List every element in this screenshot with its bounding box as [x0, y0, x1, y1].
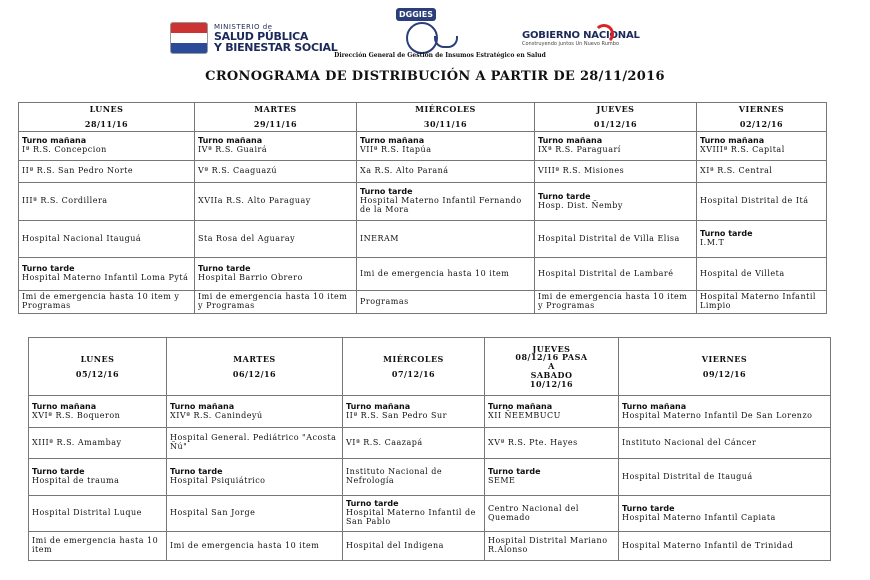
schedule-cell — [195, 132, 357, 161]
destination-text: XIVª R.S. Canindeyú — [170, 410, 263, 420]
shift-label: Turno mañana — [198, 136, 263, 146]
schedule-table-week1 — [18, 102, 827, 314]
schedule-cell — [343, 496, 485, 532]
table-row — [19, 291, 827, 314]
schedule-cell — [195, 221, 357, 258]
destination-text: Hospital Materno Infantil Fernando de la Mora — [360, 196, 522, 214]
schedule-cell — [195, 183, 357, 221]
schedule-cell — [697, 258, 827, 291]
destination-text: Hospital de Villeta — [700, 268, 785, 278]
schedule-cell — [697, 183, 827, 221]
schedule-cell — [619, 428, 831, 459]
schedule-cell — [535, 183, 697, 221]
day-name: MIÉRCOLES — [415, 104, 476, 115]
destination-text: Hospital Distrital Mariano R.Alonso — [488, 536, 608, 554]
destination-text: IIª R.S. San Pedro Sur — [346, 410, 447, 420]
schedule-cell — [357, 161, 535, 183]
destination-text: Programas — [360, 296, 409, 306]
shift-label: Turno tarde — [22, 264, 75, 274]
schedule-cell — [535, 221, 697, 258]
direction-caption: Dirección General de Gestión de Insumos Estratégico en Salud — [334, 52, 546, 59]
destination-text: XVIIa R.S. Alto Paraguay — [198, 196, 311, 206]
schedule-cell — [19, 258, 195, 291]
schedule-cell — [343, 396, 485, 428]
day-header — [485, 338, 619, 396]
schedule-cell — [535, 258, 697, 291]
gobierno-nacional-logo — [522, 30, 640, 47]
destination-text: Hospital Materno Infantil de Trinidad — [622, 540, 794, 550]
destination-text: Hospital Materno Infantil De San Lorenzo — [622, 410, 813, 420]
table-row — [29, 396, 831, 428]
schedule-cell — [357, 221, 535, 258]
day-header — [19, 103, 195, 132]
day-name: JUEVES 08/12/16 PASA A SABADO — [515, 343, 588, 380]
destination-text: Hospital Materno Infantil Loma Pytá — [22, 273, 189, 282]
shift-label: Turno tarde — [488, 467, 541, 477]
schedule-cell — [619, 496, 831, 532]
day-date: 02/12/16 — [739, 119, 784, 129]
day-header — [619, 338, 831, 396]
destination-text: Hospital Distrital Luque — [32, 508, 142, 518]
destination-text: IIIª R.S. Cordillera — [22, 196, 108, 206]
ministry-line-3: Y BIENESTAR SOCIAL — [214, 40, 338, 54]
gobierno-subtitle: Construyendo juntos Un Nuevo Rumbo — [522, 41, 620, 47]
schedule-cell — [167, 496, 343, 532]
destination-text: Imi de emergencia hasta 10 item y Programas — [22, 292, 180, 310]
schedule-cell — [29, 532, 167, 561]
schedule-cell — [535, 161, 697, 183]
shift-label: Turno mañana — [346, 401, 411, 411]
schedule-cell — [485, 428, 619, 459]
destination-text: Vª R.S. Caaguazú — [198, 166, 278, 176]
destination-text: Hospital Distrital de Lambaré — [538, 268, 674, 278]
schedule-cell — [697, 161, 827, 183]
shift-label: Turno mañana — [538, 136, 603, 146]
day-name: JUEVES — [596, 104, 635, 115]
destination-text: Imi de emergencia hasta 10 item — [360, 268, 510, 278]
destination-text: Hospital Materno Infantil Limpio — [700, 292, 816, 310]
shift-label: Turno mañana — [700, 136, 765, 146]
destination-text: Hosp. Dist. Ñemby — [538, 200, 623, 210]
day-date: 09/12/16 — [702, 368, 747, 379]
shift-label: Turno tarde — [170, 467, 223, 477]
destination-text: Instituto Nacional de Nefrología — [346, 467, 443, 485]
day-name: VIERNES — [701, 353, 748, 364]
destination-text: Hospital Nacional Itauguá — [22, 233, 142, 243]
schedule-cell — [167, 532, 343, 561]
page-title: CRONOGRAMA DE DISTRIBUCIÓN A PARTIR DE 28/11/2016 — [205, 69, 665, 84]
day-header — [535, 103, 697, 132]
destination-text: Hospital de trauma — [32, 476, 120, 485]
day-header — [195, 103, 357, 132]
destination-text: Imi de emergencia hasta 10 item — [170, 540, 320, 550]
destination-text: Hospital Distrital de Itá — [700, 196, 809, 206]
schedule-cell — [535, 291, 697, 314]
swoosh-icon — [594, 24, 614, 44]
schedule-cell — [357, 132, 535, 161]
stethoscope-icon — [434, 36, 458, 48]
destination-text: XVIª R.S. Boqueron — [32, 410, 121, 420]
destination-text: IXª R.S. Paraguarí — [538, 145, 621, 154]
schedule-cell — [485, 396, 619, 428]
day-header — [29, 338, 167, 396]
schedule-cell — [619, 532, 831, 561]
schedule-cell — [697, 291, 827, 314]
destination-text: Hospital San Jorge — [170, 508, 256, 518]
schedule-cell — [357, 291, 535, 314]
destination-text: Hospital General. Pediátrico "Acosta Ñú" — [170, 433, 337, 451]
destination-text: INERAM — [360, 233, 399, 243]
ministry-line-2: SALUD PÚBLICA — [214, 29, 309, 43]
day-header — [697, 103, 827, 132]
day-header — [343, 338, 485, 396]
day-header — [357, 103, 535, 132]
shift-label: Turno tarde — [360, 187, 413, 197]
day-date: 29/11/16 — [253, 119, 298, 129]
day-date: 28/11/16 — [84, 119, 129, 129]
schedule-cell — [167, 396, 343, 428]
table-row — [19, 132, 827, 161]
destination-text: VIª R.S. Caazapá — [346, 437, 423, 447]
day-date: 07/12/16 — [391, 368, 436, 379]
gobierno-title: GOBIERNO NACIONAL — [522, 30, 640, 41]
destination-text: Centro Nacional del Quemado — [488, 503, 579, 522]
day-date: 01/12/16 — [593, 119, 638, 129]
schedule-cell — [485, 459, 619, 496]
day-date: 30/11/16 — [423, 119, 468, 129]
dggies-label: DGGIES — [396, 8, 436, 21]
document-header — [0, 0, 870, 68]
schedule-cell — [29, 396, 167, 428]
destination-text: IIª R.S. San Pedro Norte — [22, 166, 134, 176]
destination-text: Hospital Materno Infantil Capiata — [622, 512, 776, 522]
table-row — [19, 183, 827, 221]
day-date: 05/12/16 — [75, 368, 120, 379]
shift-label: Turno tarde — [346, 499, 399, 509]
schedule-cell — [19, 132, 195, 161]
destination-text: Iª R.S. Concepcion — [22, 145, 107, 154]
day-name: MIÉRCOLES — [383, 353, 444, 364]
table-row — [29, 428, 831, 459]
schedule-cell — [19, 221, 195, 258]
day-name: LUNES — [80, 353, 115, 364]
schedule-cell — [19, 161, 195, 183]
dggies-logo — [390, 6, 480, 56]
table-row — [19, 221, 827, 258]
schedule-cell — [343, 532, 485, 561]
day-date: 10/12/16 — [529, 378, 574, 389]
shift-label: Turno mañana — [360, 136, 425, 146]
table-row — [29, 459, 831, 496]
schedule-cell — [697, 221, 827, 258]
schedule-cell — [167, 428, 343, 459]
table-row — [29, 532, 831, 561]
destination-text: Imi de emergencia hasta 10 item y Programas — [198, 292, 348, 310]
destination-text: XIIIª R.S. Amambay — [32, 437, 122, 447]
shift-label: Turno tarde — [32, 467, 85, 477]
destination-text: I.M.T — [700, 238, 725, 247]
day-name: VIERNES — [738, 104, 785, 115]
day-name: MARTES — [233, 353, 276, 364]
shift-label: Turno mañana — [32, 401, 97, 411]
schedule-table-week2 — [28, 337, 831, 561]
shift-label: Turno tarde — [700, 229, 753, 239]
destination-text: VIIª R.S. Itapúa — [360, 145, 432, 154]
shift-label: Turno mañana — [622, 401, 687, 411]
table-row — [19, 161, 827, 183]
destination-text: Instituto Nacional del Cáncer — [622, 437, 757, 447]
destination-text: Hospital del Indigena — [346, 540, 444, 550]
day-name: MARTES — [254, 104, 297, 115]
destination-text: IVª R.S. Guairá — [198, 145, 268, 154]
destination-text: Sta Rosa del Aguaray — [198, 233, 296, 243]
shift-label: Turno tarde — [538, 191, 591, 201]
schedule-cell — [195, 258, 357, 291]
schedule-cell — [195, 161, 357, 183]
day-name: LUNES — [89, 104, 124, 115]
destination-text: Hospital Psiquiátrico — [170, 476, 266, 485]
ministry-line-1: MINISTERIO de — [214, 22, 273, 31]
day-header — [167, 338, 343, 396]
schedule-cell — [343, 428, 485, 459]
destination-text: Hospital Materno Infantil de San Pablo — [346, 508, 476, 526]
schedule-cell — [29, 459, 167, 496]
destination-text: SEME — [488, 476, 516, 485]
shift-label: Turno mañana — [488, 401, 553, 411]
table-row — [19, 258, 827, 291]
ministry-logo — [170, 22, 337, 54]
schedule-cell — [357, 258, 535, 291]
schedule-cell — [19, 183, 195, 221]
destination-text: XII ÑEEMBUCU — [488, 410, 561, 420]
schedule-cell — [485, 532, 619, 561]
schedule-cell — [619, 459, 831, 496]
destination-text: Hospital Distrital de Itauguá — [622, 471, 753, 481]
schedule-cell — [535, 132, 697, 161]
destination-text: Xa R.S. Alto Paraná — [360, 166, 449, 176]
schedule-cell — [19, 291, 195, 314]
destination-text: Imi de emergencia hasta 10 item y Programas — [538, 292, 688, 310]
day-date: 06/12/16 — [232, 368, 277, 379]
shift-label: Turno tarde — [622, 503, 675, 513]
schedule-cell — [619, 396, 831, 428]
destination-text: VIIIª R.S. Misiones — [538, 166, 625, 176]
schedule-cell — [29, 428, 167, 459]
destination-text: XVª R.S. Pte. Hayes — [488, 437, 578, 447]
destination-text: Hospital Barrio Obrero — [198, 273, 303, 282]
shift-label: Turno mañana — [22, 136, 87, 146]
schedule-cell — [167, 459, 343, 496]
shift-label: Turno tarde — [198, 264, 251, 274]
schedule-cell — [485, 496, 619, 532]
schedule-cell — [343, 459, 485, 496]
destination-text: Imi de emergencia hasta 10 item — [32, 536, 159, 554]
coat-of-arms-icon — [170, 22, 208, 54]
schedule-cell — [697, 132, 827, 161]
destination-text: XVIIIª R.S. Capital — [700, 145, 785, 154]
destination-text: Hospital Distrital de Villa Elisa — [538, 233, 680, 243]
schedule-cell — [29, 496, 167, 532]
schedule-cell — [195, 291, 357, 314]
destination-text: XIª R.S. Central — [700, 166, 773, 176]
table-row — [29, 496, 831, 532]
shift-label: Turno mañana — [170, 401, 235, 411]
schedule-cell — [357, 183, 535, 221]
